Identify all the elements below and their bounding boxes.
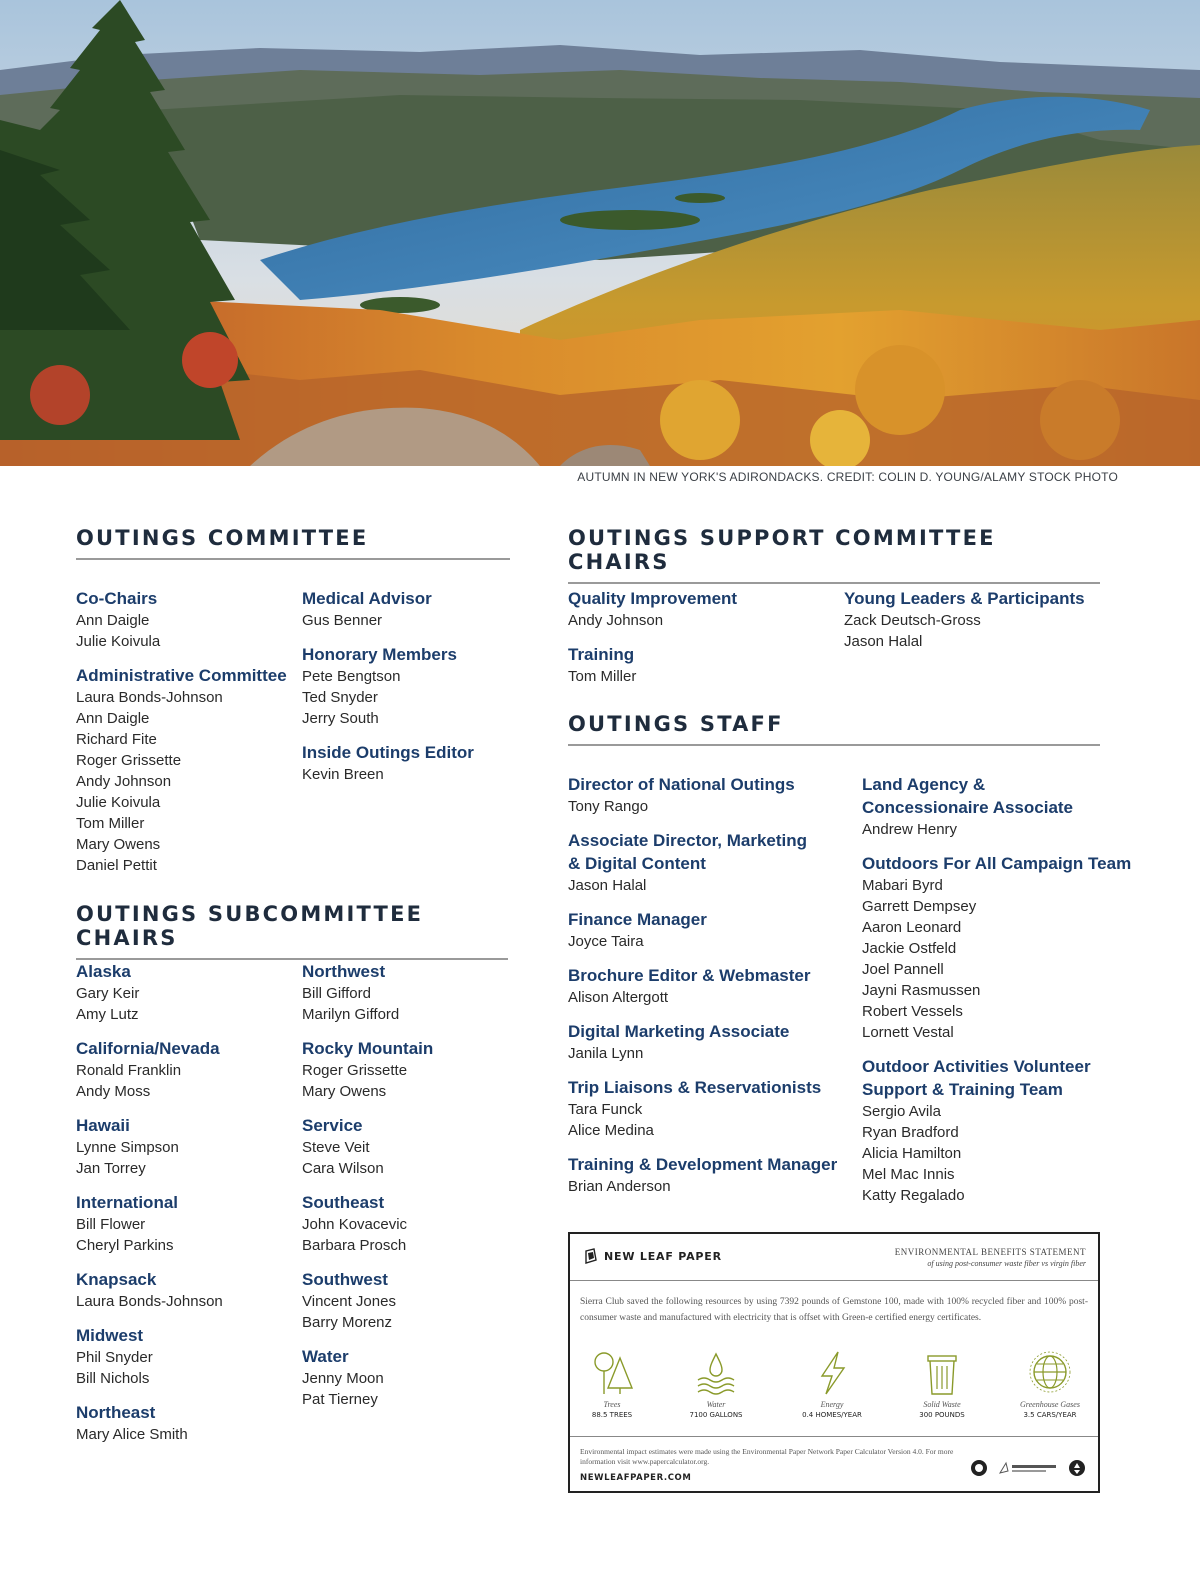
name: Brian Anderson — [568, 1178, 671, 1195]
name: Alicia Hamilton — [862, 1145, 962, 1162]
group-title: Quality Improvement — [568, 589, 738, 608]
name: Janila Lynn — [568, 1045, 644, 1062]
group-title: International — [76, 1193, 179, 1212]
group-title: Southeast — [302, 1193, 385, 1212]
solid-waste-icon — [920, 1350, 964, 1396]
group-alaska — [76, 960, 296, 1025]
name: Mary Alice Smith — [76, 1426, 188, 1443]
trees-icon — [590, 1350, 634, 1396]
group-title: Water — [302, 1347, 349, 1366]
name: Gary Keir — [76, 985, 140, 1002]
group-midwest — [76, 1324, 296, 1389]
env-item-label: Water — [706, 1400, 726, 1409]
group-service — [302, 1114, 512, 1179]
env-icons-row — [570, 1350, 1098, 1430]
name: Cara Wilson — [302, 1160, 384, 1177]
group-title: Administrative Committee — [76, 666, 287, 685]
name: Joyce Taira — [568, 933, 644, 950]
name: Jayni Rasmussen — [862, 982, 981, 999]
name: Katty Regalado — [862, 1187, 965, 1204]
name: Robert Vessels — [862, 1003, 963, 1020]
group-northeast — [76, 1401, 296, 1445]
name: Bill Nichols — [76, 1370, 150, 1387]
group-digital-marketing — [568, 1020, 848, 1064]
group-title: California/Nevada — [76, 1039, 220, 1058]
new-leaf-mini-logo — [998, 1461, 1058, 1475]
env-item-label: Trees — [603, 1400, 621, 1409]
name: Jenny Moon — [302, 1370, 384, 1387]
water-icon — [694, 1350, 738, 1396]
group-trip-liaisons — [568, 1076, 848, 1141]
name: Jan Torrey — [76, 1160, 146, 1177]
leaf-icon — [584, 1248, 598, 1264]
name: Barry Morenz — [302, 1314, 393, 1331]
name: Jackie Ostfeld — [862, 940, 957, 957]
name: Pat Tierney — [302, 1391, 378, 1408]
group-northwest — [302, 960, 512, 1025]
brand-name: NEW LEAF PAPER — [604, 1249, 722, 1263]
group-land-agency — [862, 773, 1132, 840]
group-training — [568, 643, 838, 687]
name: Barbara Prosch — [302, 1237, 407, 1254]
group-rocky-mountain — [302, 1037, 512, 1102]
group-title: Co-Chairs — [76, 589, 158, 608]
group-title: Young Leaders & Participants — [844, 589, 1085, 608]
env-item-value: 0.4 HOMES/YEAR — [802, 1411, 862, 1419]
group-california-nevada — [76, 1037, 296, 1102]
name: Julie Koivula — [76, 794, 161, 811]
seal-icon — [970, 1459, 988, 1477]
name: Cheryl Parkins — [76, 1237, 174, 1254]
name: Andy Moss — [76, 1083, 151, 1100]
certification-logos — [970, 1459, 1086, 1477]
name: Andy Johnson — [568, 612, 664, 629]
environmental-benefits-box — [568, 1232, 1100, 1493]
name: Roger Grissette — [76, 752, 182, 769]
name: Garrett Dempsey — [862, 898, 977, 915]
name: Ann Daigle — [76, 710, 150, 727]
name: Sergio Avila — [862, 1103, 941, 1120]
group-title: Northwest — [302, 962, 386, 981]
env-footnote: Environmental impact estimates were made using the Environmental Paper Network Paper Calculator Version 4.0. For more information visit www.papercalculator.org. — [580, 1447, 954, 1466]
name: Marilyn Gifford — [302, 1006, 400, 1023]
name: Jason Halal — [844, 633, 923, 650]
name: Aaron Leonard — [862, 919, 962, 936]
env-item-label: Solid Waste — [923, 1400, 961, 1409]
group-brochure-editor — [568, 964, 848, 1008]
env-item-solid-waste — [892, 1350, 992, 1419]
subcommittee-right — [302, 960, 512, 1422]
group-honorary-members — [302, 643, 512, 729]
recycle-icon — [1068, 1459, 1086, 1477]
group-title: Training & Development Manager — [568, 1155, 838, 1174]
group-young-leaders — [844, 587, 1114, 652]
greenhouse-gases-icon — [1028, 1350, 1072, 1396]
group-training-development — [568, 1153, 848, 1197]
env-footer — [570, 1436, 1098, 1491]
new-leaf-paper-logo — [584, 1248, 722, 1264]
group-title: Service — [302, 1116, 363, 1135]
group-title: Hawaii — [76, 1116, 130, 1135]
name: Mabari Byrd — [862, 877, 943, 894]
group-title: Southwest — [302, 1270, 388, 1289]
subcommittee-left — [76, 960, 296, 1457]
group-title: Outdoors For All Campaign Team — [862, 854, 1132, 873]
name: Ryan Bradford — [862, 1124, 959, 1141]
name: John Kovacevic — [302, 1216, 408, 1233]
name: Richard Fite — [76, 731, 157, 748]
name: Daniel Pettit — [76, 857, 157, 874]
outings-committee-left — [76, 587, 296, 888]
name: Mary Owens — [76, 836, 161, 853]
group-southeast — [302, 1191, 512, 1256]
group-title: Brochure Editor & Webmaster — [568, 966, 811, 985]
env-item-value: 7100 GALLONS — [689, 1411, 743, 1419]
group-title: Outdoor Activities Volunteer Support & Training Team — [862, 1057, 1091, 1099]
outings-committee-right — [302, 587, 512, 797]
hero-photo — [0, 0, 1200, 466]
name: Tara Funck — [568, 1101, 643, 1118]
name: Julie Koivula — [76, 633, 161, 650]
name: Alison Altergott — [568, 989, 669, 1006]
heading-outings-committee: OUTINGS COMMITTEE — [76, 526, 510, 560]
name: Gus Benner — [302, 612, 383, 629]
name: Pete Bengtson — [302, 668, 401, 685]
group-title: Medical Advisor — [302, 589, 432, 608]
name: Tom Miller — [76, 815, 145, 832]
env-item-value: 88.5 TREES — [591, 1411, 633, 1419]
name: Tom Miller — [568, 668, 637, 685]
name: Laura Bonds-Johnson — [76, 689, 223, 706]
name: Bill Gifford — [302, 985, 371, 1002]
name: Jerry South — [302, 710, 379, 727]
staff-right — [862, 773, 1132, 1218]
group-title: Director of National Outings — [568, 775, 795, 794]
name: Mel Mac Innis — [862, 1166, 955, 1183]
name: Steve Veit — [302, 1139, 370, 1156]
name: Lornett Vestal — [862, 1024, 954, 1041]
env-item-value: 3.5 CARS/YEAR — [1023, 1411, 1077, 1419]
name: Roger Grissette — [302, 1062, 408, 1079]
name: Alice Medina — [568, 1122, 654, 1139]
group-finance-manager — [568, 908, 848, 952]
env-header — [570, 1234, 1098, 1281]
env-statement-subtitle: of using post-consumer waste fiber vs virgin fiber — [927, 1259, 1086, 1268]
group-title: Honorary Members — [302, 645, 457, 664]
group-outdoor-activities-volunteer — [862, 1055, 1132, 1206]
support-left — [568, 587, 838, 699]
group-title: Digital Marketing Associate — [568, 1022, 790, 1041]
group-quality-improvement — [568, 587, 838, 631]
name: Kevin Breen — [302, 766, 384, 783]
group-administrative-committee — [76, 664, 296, 876]
name: Lynne Simpson — [76, 1139, 179, 1156]
name: Bill Flower — [76, 1216, 146, 1233]
heading-outings-staff: OUTINGS STAFF — [568, 712, 1100, 746]
group-international — [76, 1191, 296, 1256]
group-title: Associate Director, Marketing & Digital Content — [568, 831, 808, 873]
group-inside-outings-editor — [302, 741, 512, 785]
env-item-trees — [562, 1350, 662, 1419]
new-leaf-paper-url[interactable]: NEWLEAFPAPER.COM — [580, 1473, 692, 1483]
group-title: Land Agency & Concessionaire Associate — [862, 775, 1074, 817]
env-item-water — [666, 1350, 766, 1419]
name: Mary Owens — [302, 1083, 387, 1100]
name: Andy Johnson — [76, 773, 172, 790]
name: Phil Snyder — [76, 1349, 153, 1366]
name: Amy Lutz — [76, 1006, 139, 1023]
name: Tony Rango — [568, 798, 649, 815]
group-title: Midwest — [76, 1326, 144, 1345]
name: Ted Snyder — [302, 689, 378, 706]
group-water — [302, 1345, 512, 1410]
name: Ann Daigle — [76, 612, 150, 629]
group-medical-advisor — [302, 587, 512, 631]
env-item-greenhouse — [1000, 1350, 1100, 1419]
heading-support-committee-chairs: OUTINGS SUPPORT COMMITTEE CHAIRS — [568, 526, 1100, 584]
name: Andrew Henry — [862, 821, 958, 838]
env-item-label: Energy — [820, 1400, 844, 1409]
staff-left — [568, 773, 848, 1209]
group-title: Knapsack — [76, 1270, 157, 1289]
env-body-text: Sierra Club saved the following resources by using 7392 pounds of Gemstone 100, made with 100% recycled fiber and 100% post-consumer waste and manufactured with electricity that is offset with Green-e certified energy certificates. — [580, 1297, 1088, 1323]
env-item-energy — [782, 1350, 882, 1419]
name: Joel Pannell — [862, 961, 944, 978]
group-title: Trip Liaisons & Reservationists — [568, 1078, 822, 1097]
photo-caption: AUTUMN IN NEW YORK'S ADIRONDACKS. CREDIT: COLIN D. YOUNG/ALAMY STOCK PHOTO — [577, 470, 1118, 484]
group-title: Northeast — [76, 1403, 156, 1422]
name: Ronald Franklin — [76, 1062, 182, 1079]
group-title: Alaska — [76, 962, 131, 981]
energy-icon — [810, 1350, 854, 1396]
group-director-national-outings — [568, 773, 848, 817]
group-co-chairs — [76, 587, 296, 652]
group-outdoors-for-all — [862, 852, 1132, 1043]
name: Zack Deutsch-Gross — [844, 612, 981, 629]
name: Jason Halal — [568, 877, 647, 894]
heading-subcommittee-chairs: OUTINGS SUBCOMMITTEE CHAIRS — [76, 902, 508, 960]
env-item-label: Greenhouse Gases — [1020, 1400, 1080, 1409]
env-statement-title: ENVIRONMENTAL BENEFITS STATEMENT — [894, 1247, 1086, 1257]
group-title: Finance Manager — [568, 910, 707, 929]
name: Vincent Jones — [302, 1293, 396, 1310]
group-title: Rocky Mountain — [302, 1039, 434, 1058]
env-item-value: 300 POUNDS — [919, 1411, 965, 1419]
group-title: Training — [568, 645, 635, 664]
group-title: Inside Outings Editor — [302, 743, 474, 762]
support-right — [844, 587, 1114, 664]
group-associate-director — [568, 829, 848, 896]
name: Laura Bonds-Johnson — [76, 1293, 223, 1310]
group-hawaii — [76, 1114, 296, 1179]
group-knapsack — [76, 1268, 296, 1312]
group-southwest — [302, 1268, 512, 1333]
